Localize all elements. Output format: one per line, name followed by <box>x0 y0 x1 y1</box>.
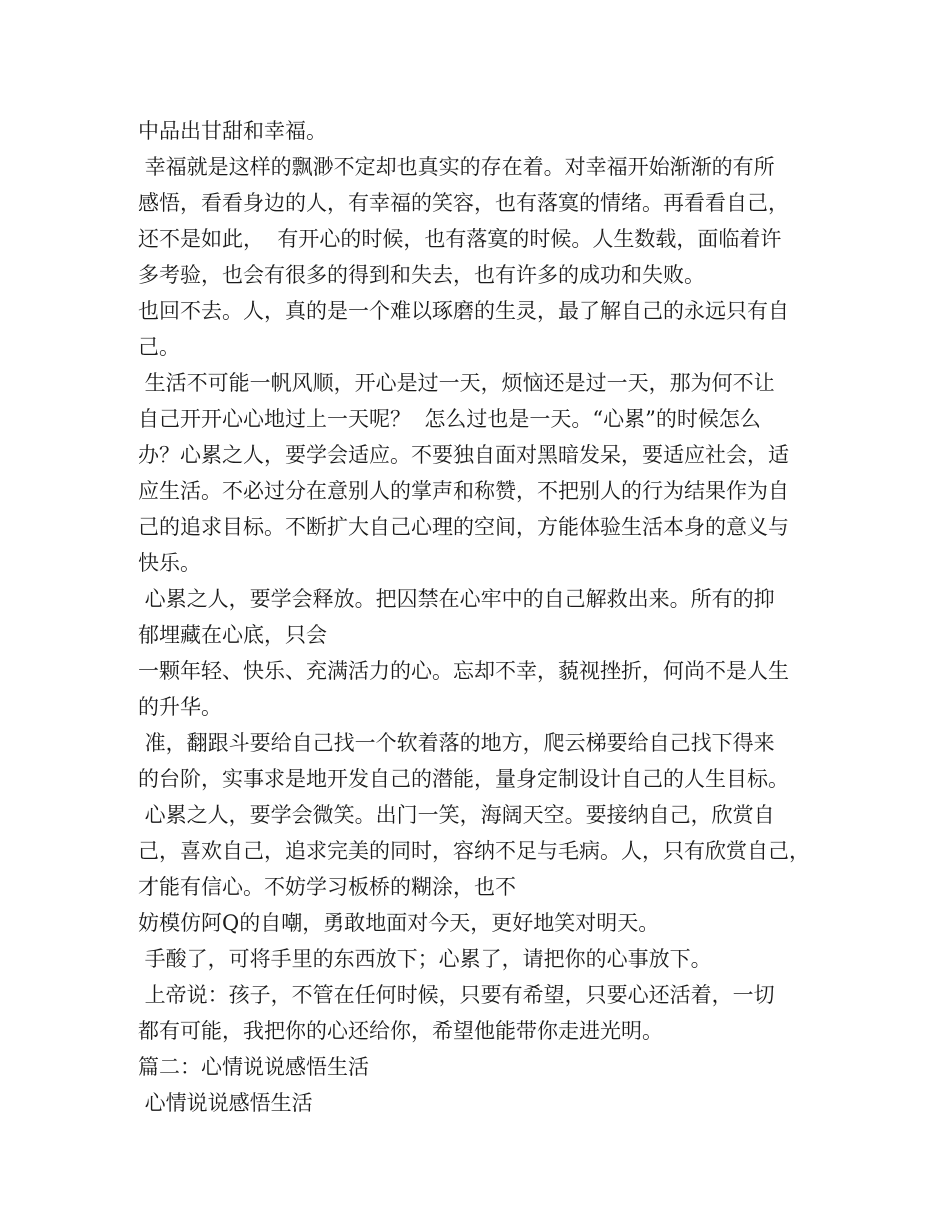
text-line: 还不是如此， 有开心的时候，也有落寞的时候。人生数载，面临着许 <box>138 227 782 251</box>
text-line: 己，喜欢自己，追求完美的同时，容纳不足与毛病。人，只有欣赏自己， <box>138 839 810 863</box>
text-line: 中品出甘甜和幸福。 <box>138 119 327 143</box>
text-line: 手酸了，可将手里的东西放下；心累了，请把你的心事放下。 <box>138 947 712 971</box>
text-line: 心累之人，要学会微笑。出门一笑，海阔天空。要接纳自己，欣赏自 <box>138 803 775 827</box>
text-line: 生活不可能一帆风顺，开心是过一天，烦恼还是过一天，那为何不让 <box>138 371 775 395</box>
text-line: 心累之人，要学会释放。把囚禁在心牢中的自己解救出来。所有的抑 <box>138 587 775 611</box>
text-line: 郁埋藏在心底，只会 <box>138 623 327 647</box>
text-line: 准，翻跟斗要给自己找一个软着落的地方，爬云梯要给自己找下得来 <box>138 731 775 755</box>
text-line: 妨模仿阿Q的自嘲，勇敢地面对今天，更好地笑对明天。 <box>138 911 660 935</box>
document-body <box>138 113 818 1121</box>
text-line: 都有可能，我把你的心还给你，希望他能带你走进光明。 <box>138 1019 663 1043</box>
text-line: 的升华。 <box>138 695 222 719</box>
text-line: 一颗年轻、快乐、充满活力的心。忘却不幸，藐视挫折，何尚不是人生 <box>138 659 789 683</box>
text-line: 上帝说：孩子，不管在任何时候，只要有希望，只要心还活着，一切 <box>138 983 775 1007</box>
text-line: 才能有信心。不妨学习板桥的糊涂，也不 <box>138 875 516 899</box>
text-line: 的台阶，实事求是地开发自己的潜能，量身定制设计自己的人生目标。 <box>138 767 789 791</box>
text-line: 自己开开心心地过上一天呢？ 怎么过也是一天。“心累”的时候怎么 <box>138 407 761 431</box>
section-subtitle: 心情说说感悟生活 <box>138 1091 313 1115</box>
text-line: 快乐。 <box>138 551 201 575</box>
text-line: 办？心累之人，要学会适应。不要独自面对黑暗发呆，要适应社会，适 <box>138 443 789 467</box>
text-line: 己。 <box>138 335 180 359</box>
text-line: 感悟，看看身边的人，有幸福的笑容，也有落寞的情绪。再看看自己， <box>138 191 789 215</box>
text-line: 也回不去。人，真的是一个难以琢磨的生灵，最了解自己的永远只有自 <box>138 299 789 323</box>
text-line: 多考验，也会有很多的得到和失去，也有许多的成功和失败。 <box>138 263 705 287</box>
text-line: 幸福就是这样的飘渺不定却也真实的存在着。对幸福开始渐渐的有所 <box>138 155 775 179</box>
text-line: 己的追求目标。不断扩大自己心理的空间，方能体验生活本身的意义与 <box>138 515 789 539</box>
text-line: 应生活。不必过分在意别人的掌声和称赞，不把别人的行为结果作为自 <box>138 479 789 503</box>
section-heading: 篇二：心情说说感悟生活 <box>138 1055 369 1079</box>
